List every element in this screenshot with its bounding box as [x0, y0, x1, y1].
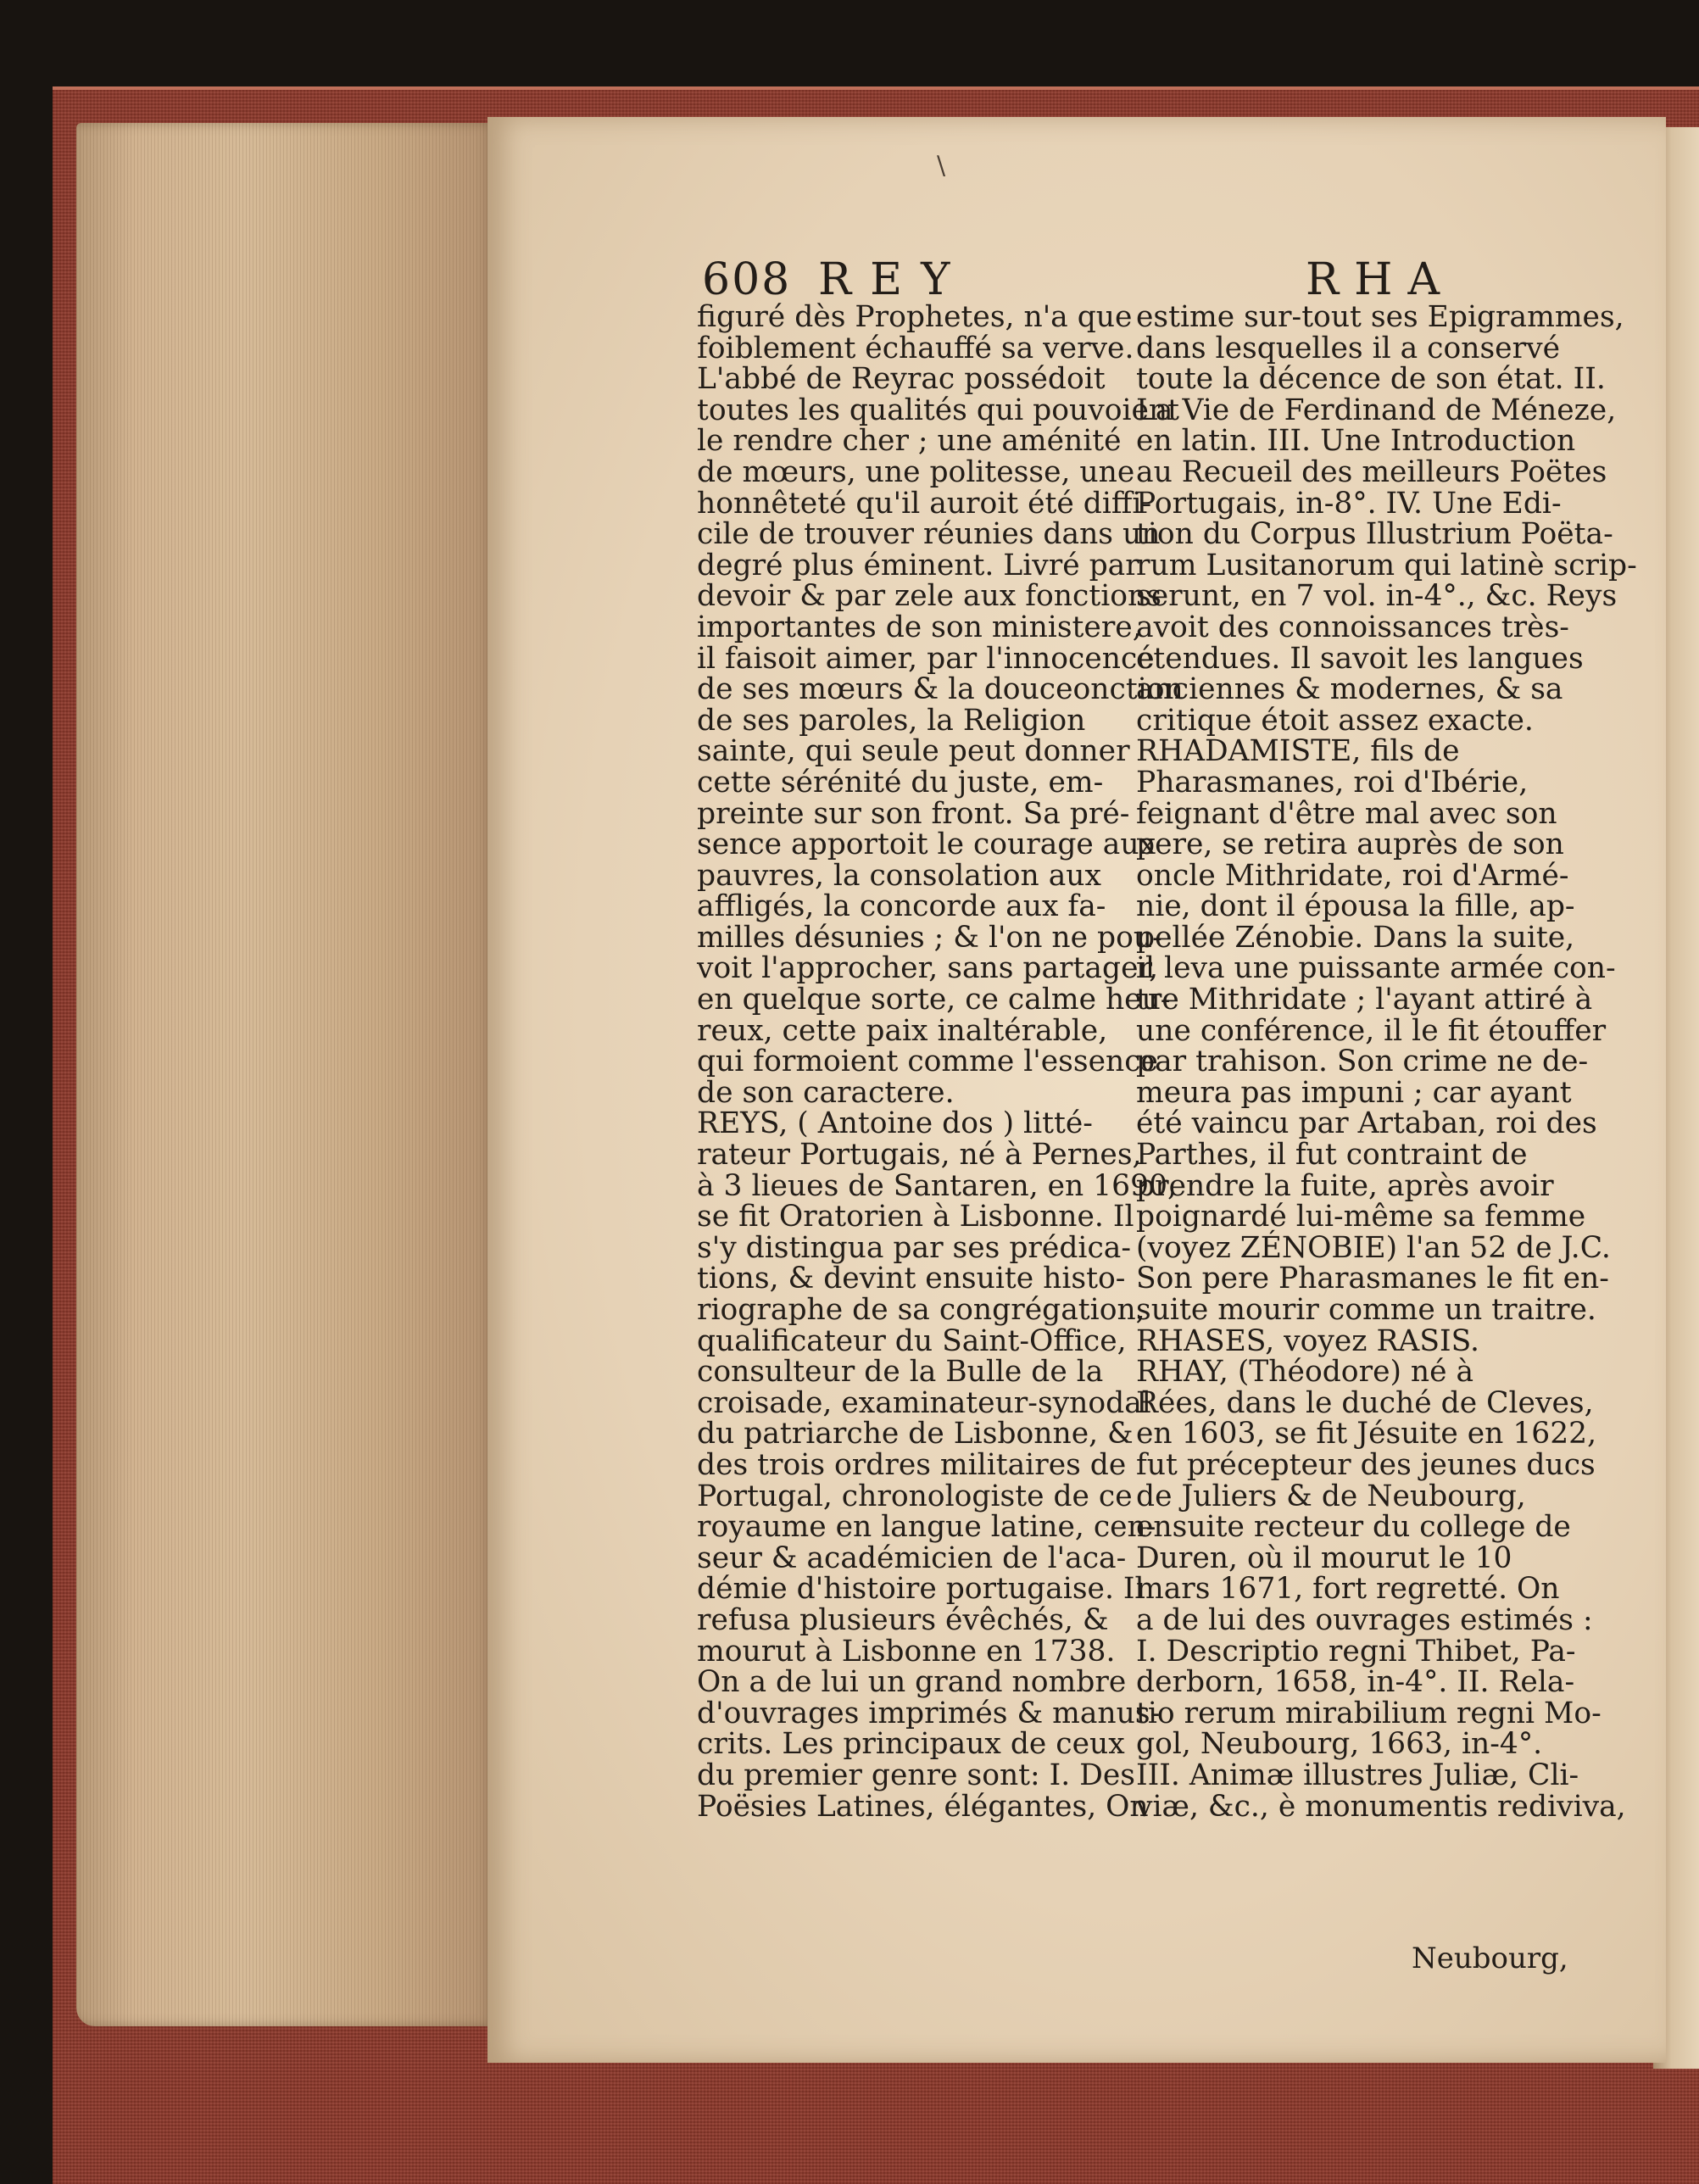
text-line: foiblement échauffé sa verve. — [697, 331, 1134, 365]
text-line: dans lesquelles il a conservé — [1136, 331, 1560, 365]
text-line: à 3 lieues de Santaren, en 1690, — [697, 1168, 1177, 1203]
text-line: feignant d'être mal avec son — [1136, 796, 1557, 831]
right-running-head: RHA — [1306, 254, 1456, 305]
text-line: crits. Les principaux de ceux — [697, 1727, 1125, 1762]
text-line: consulteur de la Bulle de la — [697, 1355, 1104, 1390]
text-line: Parthes, il fut contraint de — [1136, 1138, 1528, 1173]
text-line: démie d'histoire portugaise. Il — [697, 1572, 1145, 1607]
text-line: cette sérénité du juste, em- — [697, 765, 1104, 800]
text-line: fut précepteur des jeunes ducs — [1136, 1447, 1596, 1482]
text-line: qui formoient comme l'essence — [697, 1045, 1158, 1079]
text-line: refusa plusieurs évêchés, & — [697, 1602, 1109, 1637]
text-line: mars 1671, fort regretté. On — [1136, 1572, 1560, 1607]
text-line: RHASES, voyez RASIS. — [1136, 1323, 1479, 1358]
text-line: de son caractere. — [697, 1075, 955, 1110]
text-line: reux, cette paix inaltérable, — [697, 1013, 1108, 1048]
text-line: La Vie de Ferdinand de Méneze, — [1136, 393, 1617, 427]
text-line: preinte sur son front. Sa pré- — [697, 796, 1130, 831]
text-line: nie, dont il épousa la fille, ap- — [1136, 889, 1575, 924]
text-line: importantes de son ministere, — [697, 610, 1142, 644]
text-line: Pharasmanes, roi d'Ibérie, — [1136, 765, 1529, 800]
text-line: tio rerum mirabilium regni Mo- — [1136, 1696, 1602, 1730]
text-line: de Juliers & de Neubourg, — [1136, 1479, 1526, 1513]
text-line: anciennes & modernes, & sa — [1136, 672, 1563, 707]
text-line: il leva une puissante armée con- — [1136, 951, 1616, 986]
text-line: qualificateur du Saint-Office, — [697, 1323, 1127, 1358]
text-line: gol, Neubourg, 1663, in-4°. — [1136, 1727, 1543, 1762]
text-line: pauvres, la consolation aux — [697, 858, 1101, 893]
right-text-column — [1136, 300, 1637, 1824]
text-line: III. Animæ illustres Juliæ, Cli- — [1136, 1758, 1579, 1792]
text-line: une conférence, il le fit étouffer — [1136, 1013, 1607, 1048]
text-line: milles désunies ; & l'on ne pou- — [697, 920, 1162, 955]
text-line: royaume en langue latine, cen- — [697, 1510, 1156, 1545]
text-line: du patriarche de Lisbonne, & — [697, 1417, 1134, 1451]
text-line: avoit des connoissances très- — [1136, 610, 1569, 644]
text-line: de mœurs, une politesse, une — [697, 454, 1135, 489]
text-line: RHADAMISTE, fils de — [1136, 734, 1460, 769]
text-line: toutes les qualités qui pouvoient — [697, 393, 1179, 427]
text-line: (voyez ZÉNOBIE) l'an 52 de J.C. — [1136, 1230, 1611, 1265]
text-line: ensuite recteur du college de — [1136, 1510, 1571, 1545]
text-line: Portugais, in-8°. IV. Une Edi- — [1136, 486, 1562, 521]
text-line: de ses paroles, la Religion — [697, 703, 1086, 738]
text-line: voit l'approcher, sans partager, — [697, 951, 1159, 986]
text-line: tion du Corpus Illustrium Poëta- — [1136, 517, 1613, 552]
text-line: du premier genre sont: I. Des — [697, 1758, 1135, 1792]
text-line: On a de lui un grand nombre — [697, 1665, 1127, 1700]
text-line: pellée Zénobie. Dans la suite, — [1136, 920, 1575, 955]
text-line: prendre la fuite, après avoir — [1136, 1168, 1554, 1203]
text-line: Son pere Pharasmanes le fit en- — [1136, 1262, 1609, 1296]
text-line: été vaincu par Artaban, roi des — [1136, 1106, 1597, 1141]
text-line: RHAY, (Théodore) né à — [1136, 1355, 1474, 1390]
text-line: REYS, ( Antoine dos ) litté- — [697, 1106, 1093, 1141]
text-line: tions, & devint ensuite histo- — [697, 1262, 1126, 1296]
text-line: riographe de sa congrégation, — [697, 1293, 1145, 1327]
text-line: croisade, examinateur-synodal — [697, 1385, 1151, 1420]
text-line: cile de trouver réunies dans un — [697, 517, 1161, 552]
text-line: il faisoit aimer, par l'innocence — [697, 641, 1155, 676]
left-running-head: REY — [818, 254, 969, 305]
text-line: pere, se retira auprès de son — [1136, 827, 1564, 862]
text-line: rateur Portugais, né à Pernes, — [697, 1138, 1142, 1173]
text-line: de ses mœurs & la douceonction — [697, 672, 1184, 707]
text-line: des trois ordres militaires de — [697, 1447, 1127, 1482]
text-line: tre Mithridate ; l'ayant attiré à — [1136, 983, 1593, 1017]
text-line: par trahison. Son crime ne de- — [1136, 1045, 1589, 1079]
text-line: mourut à Lisbonne en 1738. — [697, 1634, 1116, 1669]
text-line: serunt, en 7 vol. in-4°., &c. Reys — [1136, 579, 1618, 614]
text-line: toute la décence de son état. II. — [1136, 362, 1606, 397]
text-line: derborn, 1658, in-4°. II. Rela- — [1136, 1665, 1575, 1700]
text-line: sence apportoit le courage aux — [697, 827, 1156, 862]
left-text-column — [697, 300, 1184, 1824]
text-line: Duren, où il mourut le 10 — [1136, 1540, 1512, 1575]
text-line: Rées, dans le duché de Cleves, — [1136, 1385, 1594, 1420]
text-line: au Recueil des meilleurs Poëtes — [1136, 454, 1607, 489]
text-line: rum Lusitanorum qui latinè scrip- — [1136, 548, 1637, 582]
text-line: sainte, qui seule peut donner — [697, 734, 1130, 769]
text-line: le rendre cher ; une aménité — [697, 424, 1122, 459]
text-line: critique étoit assez exacte. — [1136, 703, 1534, 738]
text-line: L'abbé de Reyrac possédoit — [697, 362, 1106, 397]
text-line: en latin. III. Une Introduction — [1136, 424, 1576, 459]
text-line: affligés, la concorde aux fa- — [697, 889, 1106, 924]
stray-mark: \ — [937, 151, 946, 181]
text-line: en 1603, se fit Jésuite en 1622, — [1136, 1417, 1597, 1451]
text-line: estime sur-tout ses Epigrammes, — [1136, 300, 1624, 334]
page-edges — [76, 123, 496, 2026]
text-line: figuré dès Prophetes, n'a que — [697, 300, 1133, 334]
text-line: a de lui des ouvrages estimés : — [1136, 1602, 1593, 1637]
text-line: se fit Oratorien à Lisbonne. Il — [697, 1200, 1134, 1234]
text-line: viæ, &c., è monumentis rediviva, — [1136, 1789, 1626, 1824]
text-line: honnêteté qu'il auroit été diffi- — [697, 486, 1152, 521]
text-line: Poësies Latines, élégantes, On — [697, 1789, 1149, 1824]
text-line: seur & académicien de l'aca- — [697, 1540, 1127, 1575]
text-line: devoir & par zele aux fonctions — [697, 579, 1161, 614]
text-line: poignardé lui-même sa femme — [1136, 1200, 1586, 1234]
text-line: I. Descriptio regni Thibet, Pa- — [1136, 1634, 1576, 1669]
text-line: Portugal, chronologiste de ce — [697, 1479, 1133, 1513]
text-line: étendues. Il savoit les langues — [1136, 641, 1584, 676]
text-line: oncle Mithridate, roi d'Armé- — [1136, 858, 1569, 893]
text-line: s'y distingua par ses prédica- — [697, 1230, 1131, 1265]
text-line: en quelque sorte, ce calme heu- — [697, 983, 1171, 1017]
text-line: d'ouvrages imprimés & manus- — [697, 1696, 1161, 1730]
page-number: 608 — [702, 254, 792, 305]
text-line: degré plus éminent. Livré par — [697, 548, 1139, 582]
text-line: suite mourir comme un traitre. — [1136, 1293, 1596, 1327]
text-line: meura pas impuni ; car ayant — [1136, 1075, 1572, 1110]
catchword: Neubourg, — [1412, 1942, 1568, 1975]
